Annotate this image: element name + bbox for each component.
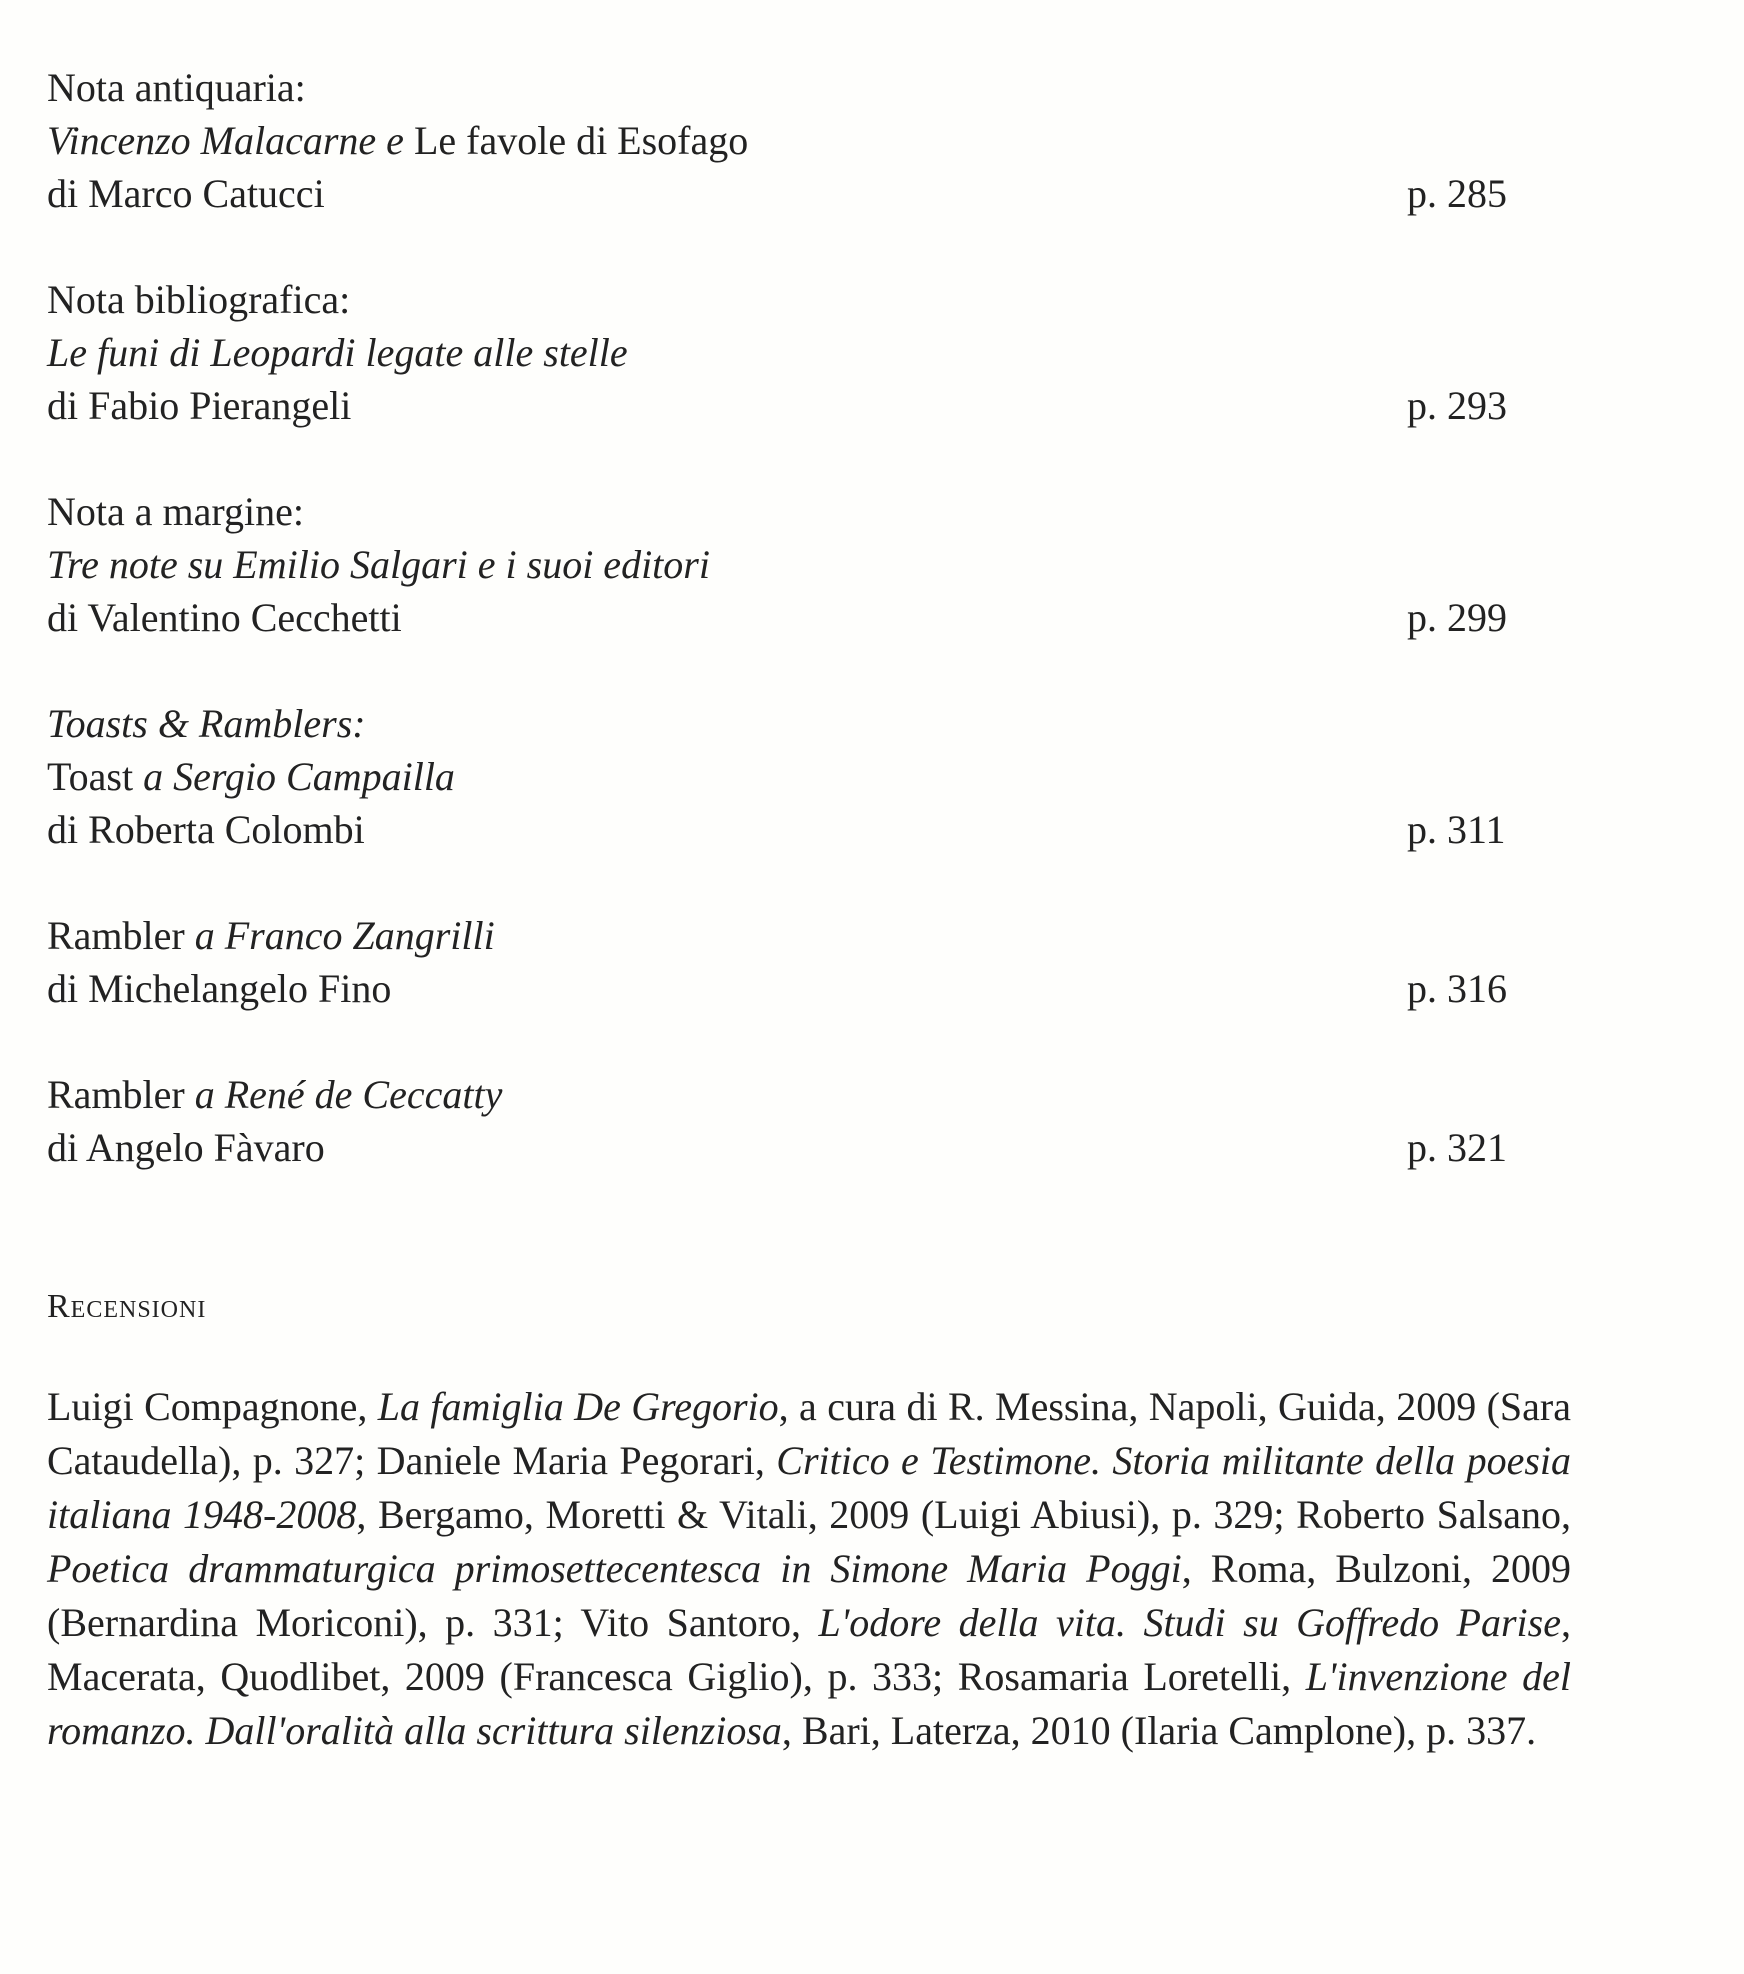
review-text: , Bergamo, Moretti & Vitali, 2009 (Luigi Abiusi), p. 329; Roberto Salsano, (356, 1492, 1571, 1537)
entry-title-roman: Rambler (47, 1072, 195, 1117)
entry-title-roman: Rambler (47, 913, 195, 958)
entry-title (47, 750, 1527, 803)
review-title: Critico e Testimone. Storia militante della poesia italiana 1948-2008 (47, 1438, 1571, 1537)
entry-label: Nota antiquaria: (47, 65, 306, 110)
section-heading-text: Recensioni (47, 1288, 207, 1325)
review-title: La famiglia De Gregorio (377, 1384, 779, 1429)
entry-title (47, 909, 1527, 962)
entry-label: Nota bibliografica: (47, 277, 351, 322)
section-heading (47, 1287, 206, 1327)
entry-page-ref: p. 299 (1407, 595, 1507, 640)
entry-label: Toasts & Ramblers: (47, 701, 366, 746)
toc-entry (47, 485, 1527, 644)
entry-author: di Marco Catucci (47, 171, 325, 216)
entry-title-italic: a Franco Zangrilli (194, 913, 495, 958)
entry-title: Le funi di Leopardi legate alle stelle (47, 330, 628, 375)
entry-author: di Angelo Fàvaro (47, 1125, 325, 1170)
entry-author: di Roberta Colombi (47, 807, 365, 852)
entry-label: Nota a margine: (47, 489, 304, 534)
entry-title-connector: e (376, 118, 414, 163)
toc-entry (47, 61, 1527, 220)
reviews-paragraph (47, 1380, 1571, 1758)
review-title: L'invenzione del romanzo. Dall'oralità alla scrittura silenziosa (47, 1654, 1571, 1753)
entry-author: di Fabio Pierangeli (47, 383, 352, 428)
review-text: , Roma, Bulzoni, 2009 (Bernardina Moriconi), p. 331; Vito Santoro, (47, 1546, 1571, 1645)
entry-title (47, 1068, 1527, 1121)
review-text: Luigi Compagnone, (47, 1384, 378, 1429)
toc-entry (47, 1068, 1527, 1174)
entry-page-ref: p. 321 (1407, 1125, 1507, 1170)
entry-title-italic: a Sergio Campailla (143, 754, 455, 799)
entry-author: di Valentino Cecchetti (47, 595, 402, 640)
toc-entry (47, 273, 1527, 432)
entry-page-ref: p. 285 (1407, 171, 1507, 216)
review-title: L'odore della vita. Studi su Goffredo Parise (818, 1600, 1561, 1645)
entry-title-roman: Le favole di Esofago (413, 118, 749, 163)
toc-entry (47, 697, 1527, 856)
entry-title (47, 114, 1527, 167)
entry-page-ref: p. 293 (1407, 383, 1507, 428)
review-text: , Macerata, Quodlibet, 2009 (Francesca Giglio), p. 333; Rosamaria Loretelli, (47, 1600, 1571, 1699)
toc-entry (47, 909, 1527, 1015)
review-text: , Bari, Laterza, 2010 (Ilaria Camplone), p. 337. (781, 1708, 1537, 1753)
entry-page-ref: p. 316 (1407, 966, 1507, 1011)
entry-title-italic: a René de Ceccatty (194, 1072, 503, 1117)
entry-title-roman: Toast (47, 754, 144, 799)
entry-author: di Michelangelo Fino (47, 966, 392, 1011)
entry-page-ref: p. 311 (1407, 807, 1506, 852)
review-text: , a cura di R. Messina, Napoli, Guida, 2009 (Sara Cataudella), p. 327; Daniele Maria Pegorari, (47, 1384, 1571, 1483)
review-title: Poetica drammaturgica primosettecentesca in Simone Maria Poggi (47, 1546, 1182, 1591)
entry-title-italic: Vincenzo Malacarne (47, 118, 377, 163)
entry-title: Tre note su Emilio Salgari e i suoi editori (47, 542, 710, 587)
